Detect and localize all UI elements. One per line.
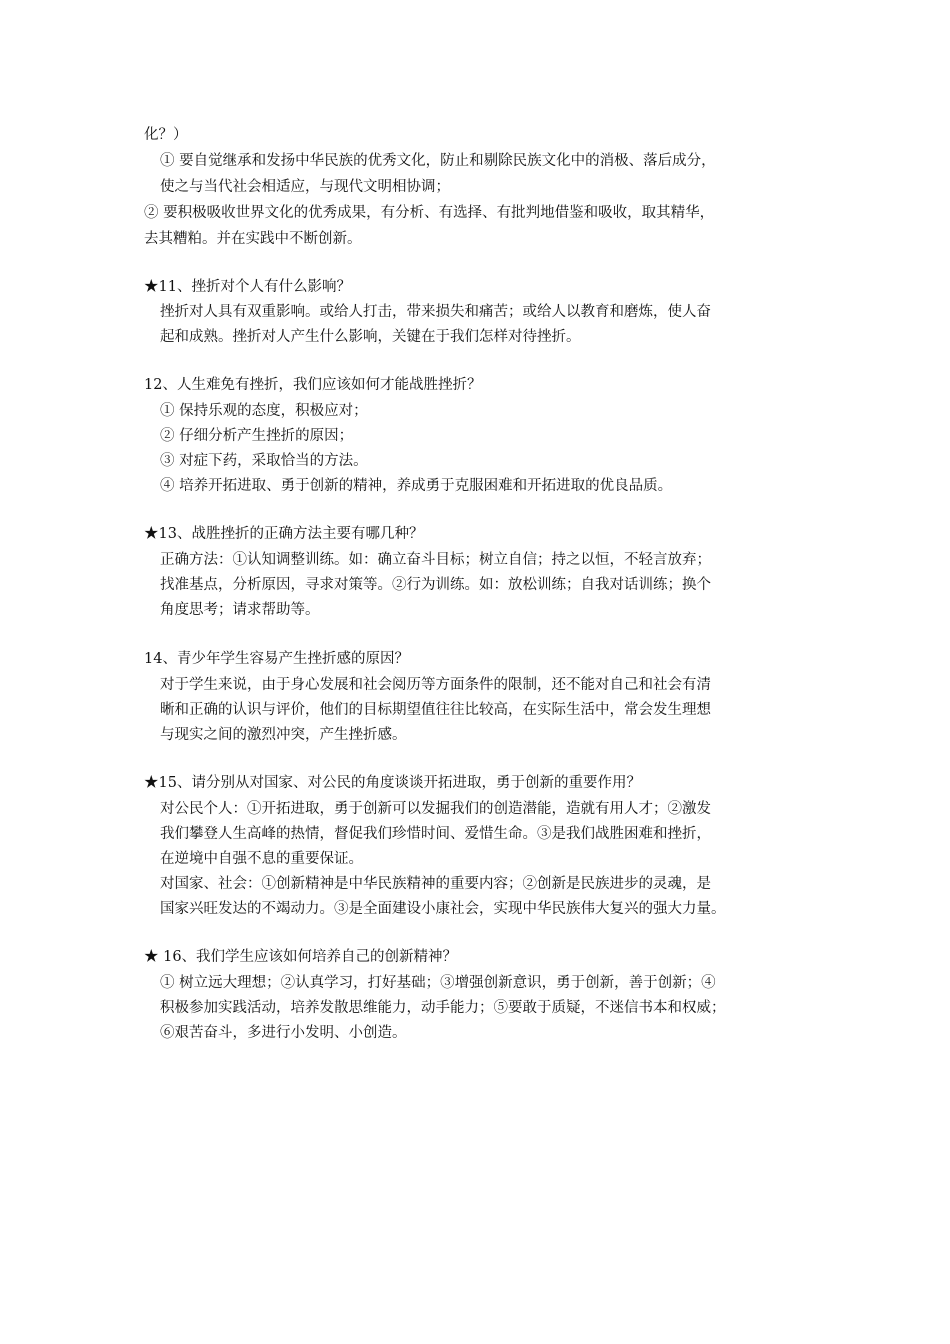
intro-point-2-line-2: 去其糟粕。并在实践中不断创新。 — [144, 231, 362, 247]
question-15-answer-line: 对公民个人：①开拓进取，勇于创新可以发掘我们的创造潜能，造就有用人才；②激发 — [160, 801, 711, 817]
intro-point-2-line-1: ② 要积极吸收世界文化的优秀成果，有分析、有选择、有批判地借鉴和吸收，取其精华， — [144, 205, 715, 221]
question-15-answer-line: 在逆境中自强不息的重要保证。 — [160, 851, 363, 867]
question-11-answer-line: 挫折对人具有双重影响。或给人打击，带来损失和痛苦；或给人以教育和磨炼，使人奋 — [160, 304, 711, 320]
question-12-answer-line: ④ 培养开拓进取、勇于创新的精神，养成勇于克服困难和开拓进取的优良品质。 — [160, 478, 673, 494]
question-16-answer-line: ① 树立远大理想；②认真学习，打好基础；③增强创新意识，勇于创新，善于创新；④ — [160, 975, 716, 991]
question-14-heading: 14、青少年学生容易产生挫折感的原因？ — [144, 651, 409, 667]
question-13-answer-line: 找准基点，分析原因，寻求对策等。②行为训练。如：放松训练；自我对话训练；换个 — [160, 577, 711, 593]
question-12-answer-line: ③ 对症下药，采取恰当的方法。 — [160, 453, 368, 469]
question-15-answer-line: 国家兴旺发达的不竭动力。③是全面建设小康社会，实现中华民族伟大复兴的强大力量。 — [160, 901, 726, 917]
question-14-answer-line: 与现实之间的激烈冲突，产生挫折感。 — [160, 727, 407, 743]
question-13-heading: ★13、战胜挫折的正确方法主要有哪几种？ — [144, 526, 424, 542]
question-14-answer-line: 晰和正确的认识与评价，他们的目标期望值往往比较高，在实际生活中，常会发生理想 — [160, 702, 711, 718]
question-14-answer-line: 对于学生来说，由于身心发展和社会阅历等方面条件的限制，还不能对自己和社会有清 — [160, 677, 711, 693]
question-12-answer-line: ① 保持乐观的态度，积极应对； — [160, 403, 368, 419]
question-15-answer-line: 对国家、社会：①创新精神是中华民族精神的重要内容；②创新是民族进步的灵魂，是 — [160, 876, 711, 892]
question-16-answer-line: ⑥艰苦奋斗，多进行小发明、小创造。 — [160, 1025, 407, 1041]
question-12-answer-line: ② 仔细分析产生挫折的原因； — [160, 428, 354, 444]
question-13-answer-line: 正确方法：①认知调整训练。如：确立奋斗目标；树立自信；持之以恒，不轻言放弃； — [160, 552, 711, 568]
question-12-heading: 12、人生难免有挫折，我们应该如何才能战胜挫折？ — [144, 377, 482, 393]
intro-point-1-line-1: ① 要自觉继承和发扬中华民族的优秀文化，防止和剔除民族文化中的消极、落后成分， — [160, 153, 716, 169]
intro-continuation: 化？） — [144, 127, 188, 143]
question-15-heading: ★15、请分别从对国家、对公民的角度谈谈开拓进取，勇于创新的重要作用？ — [144, 775, 641, 791]
question-15-answer-line: 我们攀登人生高峰的热情，督促我们珍惜时间、爱惜生命。③是我们战胜困难和挫折， — [160, 826, 711, 842]
question-13-answer-line: 角度思考；请求帮助等。 — [160, 602, 320, 618]
question-16-heading: ★ 16、我们学生应该如何培养自己的创新精神？ — [144, 949, 458, 965]
question-11-answer-line: 起和成熟。挫折对人产生什么影响，关键在于我们怎样对待挫折。 — [160, 329, 581, 345]
question-11-heading: ★11、挫折对个人有什么影响？ — [144, 279, 351, 295]
question-16-answer-line: 积极参加实践活动，培养发散思维能力，动手能力；⑤要敢于质疑，不迷信书本和权威； — [160, 1000, 726, 1016]
intro-point-1-line-2: 使之与当代社会相适应，与现代文明相协调； — [160, 179, 450, 195]
